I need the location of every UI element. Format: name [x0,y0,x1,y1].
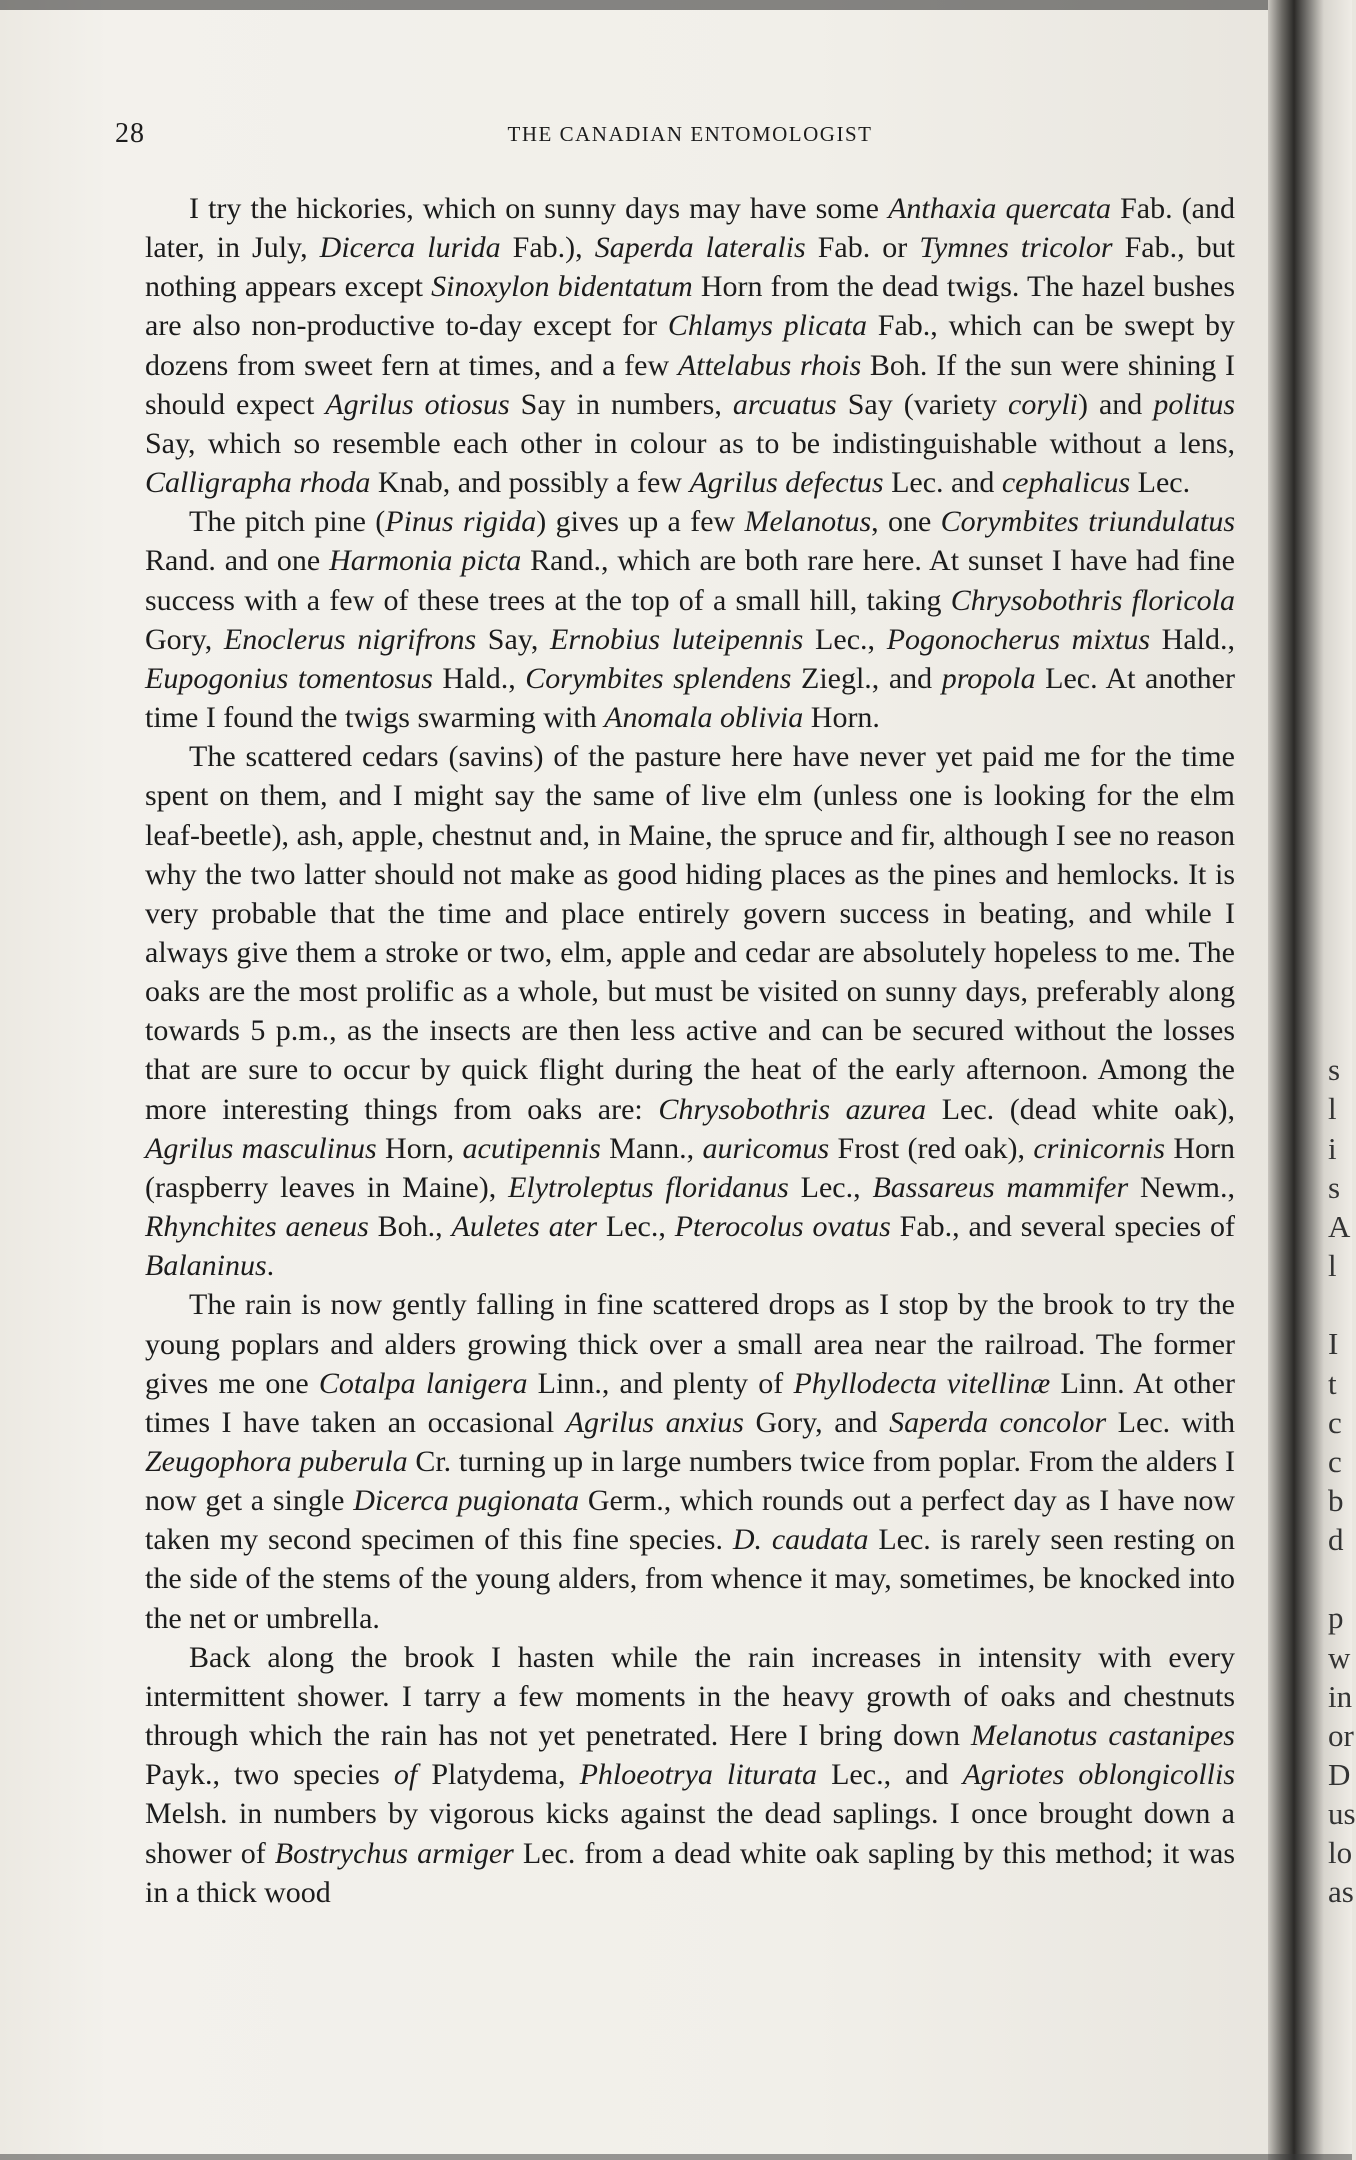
italic-species-name: Anthaxia quercata [888,192,1111,225]
text-run: Payk., two species [145,1758,394,1792]
text-run: Boh., [368,1210,452,1244]
facing-page-letter: in [1328,1678,1353,1714]
text-run: Mann., [600,1131,703,1165]
text-run: Say, which so resemble each other in colour as to be indistinguishable without a lens, [145,426,1235,460]
italic-species-name: Attelabus rhois [677,348,862,382]
paragraph [145,1285,1235,1637]
paragraph [145,737,1235,1285]
italic-species-name: Harmonia picta [329,544,522,578]
italic-species-name: Dicerca lurida [319,231,501,265]
text-run: Fab., which can be swept by dozens from sweet fern at times, and a few [145,309,1235,382]
facing-page-letter: s [1328,1169,1341,1205]
italic-species-name: Melanotus [744,505,872,539]
italic-species-name: politus [1153,387,1235,421]
facing-page-letter: as [1328,1874,1354,1910]
facing-page-letter: w [1328,1639,1351,1675]
italic-species-name: Corymbites triundulatus [940,505,1235,539]
italic-species-name: Balaninus [145,1249,267,1283]
italic-species-name: Pinus rigida [385,505,537,539]
facing-page-letter: p [1328,1600,1344,1636]
text-run: Ziegl., and [791,661,942,695]
text-run: Horn from the dead twigs. The hazel bushes are also non-productive to-day except for [145,270,1235,343]
text-run: Lec., and [817,1758,963,1792]
italic-species-name: Agrilus defectus [689,466,884,500]
italic-species-name: Sinoxylon bidentatum [431,270,693,304]
italic-species-name: of [393,1758,418,1792]
text-run: Fab. (and later, in July, [145,192,1235,265]
text-run: Frost (red oak), [829,1131,1034,1165]
book-page [115,118,1236,1909]
italic-species-name: Chrysobothris floricola [950,583,1236,617]
italic-species-name: Calligrapha rhoda [145,466,371,500]
text-run: Lec. (dead white oak), [926,1092,1235,1126]
italic-species-name: Pterocolus ovatus [674,1210,891,1244]
italic-species-name: cephalicus [1001,466,1131,500]
text-run: Lec. At another time I found the twigs swarming with [145,661,1235,735]
text-run: Lec. is rarely seen resting on the side of the stems of the young alders, from whence it may, sometimes, be knocked into the net or umbrella. [145,1523,1235,1635]
page-header [115,118,1235,158]
text-run: Back along the brook I hasten while the rain increases in intensity with every intermittent shower. I tarry a few moments in the heavy growth of oaks and chestnuts through which the rain has not yet penetrated. Here I bring down [145,1640,1235,1753]
text-run: Fab., and several species of [890,1210,1236,1244]
facing-page-letter: or [1328,1717,1354,1753]
text-run: Say (variety [836,387,1009,421]
italic-species-name: Chlamys plicata [667,309,867,343]
italic-species-name: D. caudata [732,1523,869,1557]
text-run: ) gives up a few [536,505,745,539]
text-run: Say, [476,622,551,656]
italic-species-name: propola [941,661,1036,695]
text-run: Horn, [376,1131,463,1165]
facing-page-letter: D [1328,1757,1351,1792]
text-run: Horn (raspberry leaves in Maine), [145,1131,1235,1204]
text-run: Gory, and [743,1405,890,1439]
page-number: 28 [115,118,145,149]
italic-species-name: Corymbites splendens [525,661,792,695]
text-run: Lec. with [1106,1405,1236,1439]
italic-species-name: auricomus [702,1131,830,1165]
italic-species-name: Ernobius luteipennis [550,622,804,656]
italic-species-name: Melanotus castanipes [970,1719,1235,1753]
italic-species-name: Phyllodecta vitellinæ [793,1366,1051,1400]
text-run: Cr. turning up in large numbers twice from poplar. From the alders I now get a single [145,1445,1235,1518]
scan-top-edge [0,0,1352,10]
text-run: Fab., but nothing appears except [145,231,1235,304]
facing-page-letter: t [1328,1365,1337,1401]
scan-bottom-edge [0,2154,1352,2160]
body-text [145,189,1235,1912]
text-run: Horn. [803,701,880,735]
italic-species-name: Pogonocherus mixtus [886,622,1150,656]
italic-species-name: Eupogonius tomentosus [145,661,433,695]
facing-page-letter: d [1328,1522,1344,1558]
italic-species-name: Saperda lateralis [594,231,806,265]
italic-species-name: Auletes ater [451,1210,598,1244]
italic-species-name: coryli [1008,387,1078,421]
italic-species-name: Rhynchites aeneus [145,1210,369,1244]
text-run: Boh. If the sun were shining I should expect [145,348,1235,421]
text-run: The scattered cedars (savins) of the pasture here have never yet paid me for the time spent on them, and I might say the same of live elm (unless one is looking for the elm leaf-beetle), ash, apple, chestnut and, in Maine, the spruce and fir, although I see no reason why the two latter should not make as good hiding places as the pines and hemlocks. It is very probable that the time and place entirely govern success in beating, and while I always give them a stroke or two, elm, apple and cedar are absolutely hopeless to me. The oaks are the most prolific as a whole, but must be visited on sunny days, preferably along towards 5 p.m., as the insects are then less active and can be secured without the losses that are sure to occur by quick flight during the heat of the early afternoon. Among the more interesting things from oaks are: [145,740,1235,1126]
text-run: Lec., [788,1170,873,1204]
text-run: Say in numbers, [509,387,733,421]
text-run: Linn., and plenty of [527,1366,794,1400]
italic-species-name: Chrysobothris azurea [658,1092,927,1126]
text-run: Hald., [1150,622,1235,656]
facing-page-letter: l [1328,1091,1337,1127]
facing-page-letter: lo [1328,1835,1353,1871]
text-run: ) and [1078,387,1154,421]
text-run: Lec. [1130,466,1191,500]
text-run: Rand., which are both rare here. At sunset I have had fine success with a few of these trees at the top of a small hill, taking [145,544,1235,617]
italic-species-name: Cotalpa lanigera [318,1366,528,1400]
facing-page-letter: l [1328,1248,1337,1284]
text-run: Newm., [1128,1170,1235,1204]
facing-page-letter: c [1328,1404,1342,1440]
facing-page-letter: b [1328,1482,1344,1518]
text-run: Germ., which rounds out a perfect day as I have now taken my second specimen of this fine species. [145,1484,1236,1557]
facing-page-letter: s [1328,1052,1341,1088]
text-run: Lec., [597,1210,675,1244]
italic-species-name: Phloeotrya liturata [579,1758,818,1792]
facing-page-letter: us [1328,1796,1356,1832]
text-run: Fab. or [805,231,920,265]
facing-page-letter: A [1328,1208,1351,1244]
paragraph [145,1638,1235,1912]
paragraph [145,189,1235,502]
italic-species-name: Bostrychus armiger [274,1836,514,1870]
text-run: . [266,1249,275,1283]
italic-species-name: Agrilus masculinus [145,1131,377,1165]
text-run: Lec., [803,622,887,656]
italic-species-name: acutipennis [462,1131,601,1165]
text-run: Gory, [145,622,224,656]
text-run: Lec. and [883,466,1002,500]
text-run: Lec. from a dead white oak sapling by this method; it was in a thick wood [145,1836,1236,1909]
facing-page-letter: I [1328,1326,1339,1362]
text-run: The rain is now gently falling in fine scattered drops as I stop by the brook to try the young poplars and alders growing thick over a small area near the railroad. The former gives me one [145,1288,1235,1400]
italic-species-name: Bassareus mammifer [872,1170,1129,1204]
facing-page-fragments [1322,0,1356,2160]
paragraph [145,502,1235,737]
italic-species-name: Elytroleptus floridanus [508,1170,789,1204]
text-run: Knab, and possibly a few [370,466,690,500]
italic-species-name: Dicerca pugionata [353,1484,580,1518]
italic-species-name: Agriotes oblongicollis [962,1758,1235,1792]
text-run: The pitch pine ( [189,505,386,539]
text-run: Fab.), [500,231,595,265]
italic-species-name: Enoclerus nigrifrons [223,622,477,656]
italic-species-name: Agrilus anxius [565,1405,744,1439]
text-run: Rand. and one [145,544,330,578]
italic-species-name: Saperda concolor [889,1405,1107,1439]
text-run: Melsh. in numbers by vigorous kicks against the dead saplings. I once brought down a shower of [145,1797,1235,1870]
italic-species-name: crinicornis [1033,1131,1165,1165]
italic-species-name: Zeugophora puberula [145,1445,408,1478]
italic-species-name: Tymnes tricolor [919,231,1113,265]
text-run: Linn. At other times I have taken an occasional [145,1366,1235,1439]
italic-species-name: arcuatus [732,387,837,421]
text-run: Platydema, [417,1758,580,1792]
text-run: , one [871,505,941,539]
facing-page-letter: i [1328,1130,1337,1166]
italic-species-name: Agrilus otiosus [325,387,510,421]
italic-species-name: Anomala oblivia [604,701,804,735]
text-run: I try the hickories, which on sunny days may have some [189,192,889,225]
facing-page-letter: c [1328,1443,1342,1479]
running-title: THE CANADIAN ENTOMOLOGIST [507,122,873,146]
text-run: Hald., [432,661,526,695]
